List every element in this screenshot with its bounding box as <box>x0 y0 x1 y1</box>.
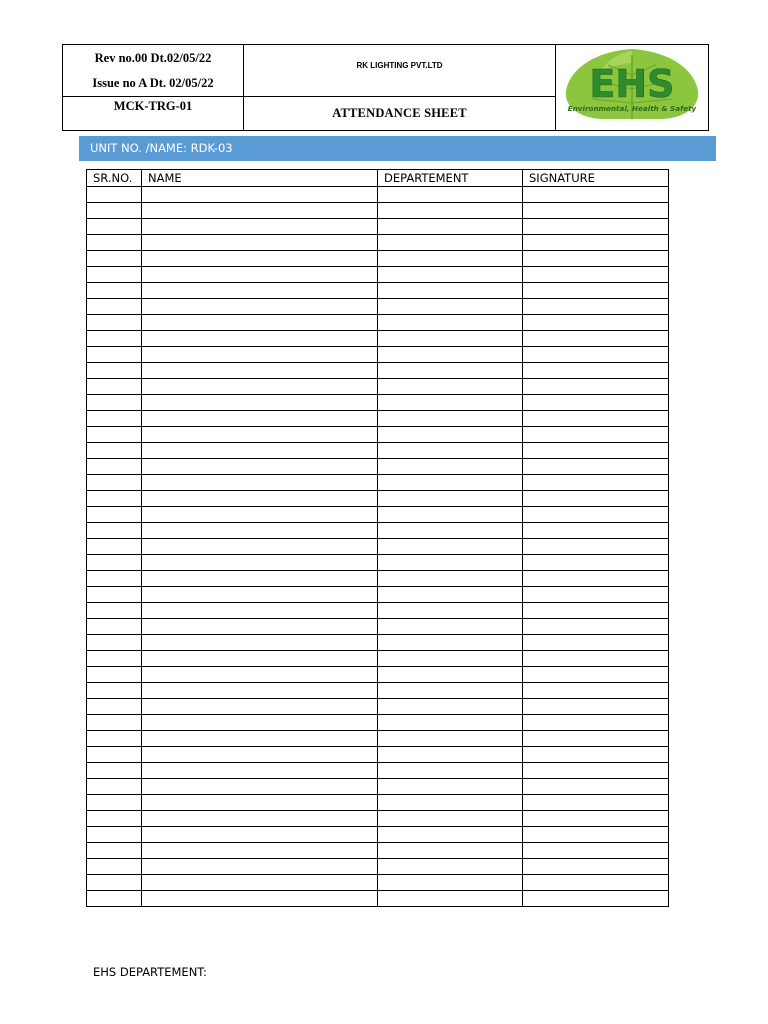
table-row <box>87 683 669 699</box>
table-row <box>87 667 669 683</box>
name-cell[interactable] <box>142 875 378 891</box>
attendance-table <box>86 169 669 907</box>
name-cell[interactable] <box>142 827 378 843</box>
name-cell[interactable] <box>142 635 378 651</box>
department-cell[interactable] <box>378 683 523 699</box>
srno-cell[interactable] <box>87 219 142 235</box>
srno-cell[interactable] <box>87 395 142 411</box>
table-row <box>87 251 669 267</box>
name-cell[interactable] <box>142 219 378 235</box>
department-cell[interactable] <box>378 891 523 907</box>
srno-cell[interactable] <box>87 859 142 875</box>
name-cell[interactable] <box>142 267 378 283</box>
table-row <box>87 315 669 331</box>
srno-cell[interactable] <box>87 779 142 795</box>
department-cell[interactable] <box>378 203 523 219</box>
name-cell[interactable] <box>142 235 378 251</box>
srno-cell[interactable] <box>87 651 142 667</box>
department-cell[interactable] <box>378 555 523 571</box>
table-row <box>87 203 669 219</box>
table-row <box>87 267 669 283</box>
table-row <box>87 715 669 731</box>
department-cell[interactable] <box>378 763 523 779</box>
table-row <box>87 635 669 651</box>
signature-cell[interactable] <box>523 267 669 283</box>
name-cell[interactable] <box>142 523 378 539</box>
name-cell[interactable] <box>142 715 378 731</box>
signature-cell[interactable] <box>523 555 669 571</box>
srno-cell[interactable] <box>87 539 142 555</box>
table-row <box>87 299 669 315</box>
table-header-row <box>87 170 669 187</box>
name-cell[interactable] <box>142 795 378 811</box>
department-cell[interactable] <box>378 475 523 491</box>
name-cell[interactable] <box>142 587 378 603</box>
signature-cell[interactable] <box>523 507 669 523</box>
leaf-logo-icon <box>558 45 706 125</box>
srno-cell[interactable] <box>87 443 142 459</box>
department-cell[interactable] <box>378 443 523 459</box>
signature-cell[interactable] <box>523 299 669 315</box>
signature-cell[interactable] <box>523 843 669 859</box>
srno-cell[interactable] <box>87 603 142 619</box>
department-cell[interactable] <box>378 875 523 891</box>
department-cell[interactable] <box>378 411 523 427</box>
signature-cell[interactable] <box>523 683 669 699</box>
table-row <box>87 235 669 251</box>
signature-cell[interactable] <box>523 859 669 875</box>
signature-cell[interactable] <box>523 475 669 491</box>
signature-cell[interactable] <box>523 539 669 555</box>
name-cell[interactable] <box>142 891 378 907</box>
name-cell[interactable] <box>142 331 378 347</box>
srno-cell[interactable] <box>87 795 142 811</box>
name-cell[interactable] <box>142 395 378 411</box>
department-cell[interactable] <box>378 427 523 443</box>
srno-cell[interactable] <box>87 699 142 715</box>
unit-name-bar: UNIT NO. /NAME: RDK-03 <box>79 136 716 161</box>
name-cell[interactable] <box>142 763 378 779</box>
srno-cell[interactable] <box>87 187 142 203</box>
table-row <box>87 827 669 843</box>
srno-cell[interactable] <box>87 411 142 427</box>
srno-cell[interactable] <box>87 315 142 331</box>
department-cell[interactable] <box>378 491 523 507</box>
srno-cell[interactable] <box>87 475 142 491</box>
name-cell[interactable] <box>142 507 378 523</box>
srno-cell[interactable] <box>87 683 142 699</box>
name-cell[interactable] <box>142 555 378 571</box>
srno-cell[interactable] <box>87 203 142 219</box>
signature-cell[interactable] <box>523 523 669 539</box>
department-cell[interactable] <box>378 219 523 235</box>
signature-cell[interactable] <box>523 203 669 219</box>
column-header-srno: SR.NO. <box>87 170 142 187</box>
signature-cell[interactable] <box>523 251 669 267</box>
signature-cell[interactable] <box>523 235 669 251</box>
department-cell[interactable] <box>378 539 523 555</box>
signature-cell[interactable] <box>523 459 669 475</box>
name-cell[interactable] <box>142 731 378 747</box>
department-cell[interactable] <box>378 859 523 875</box>
department-cell[interactable] <box>378 315 523 331</box>
column-header-signature: SIGNATURE <box>523 170 669 187</box>
signature-cell[interactable] <box>523 331 669 347</box>
department-cell[interactable] <box>378 795 523 811</box>
table-row <box>87 843 669 859</box>
department-cell[interactable] <box>378 635 523 651</box>
page-title: ATTENDANCE SHEET <box>244 97 556 131</box>
srno-cell[interactable] <box>87 571 142 587</box>
srno-cell[interactable] <box>87 763 142 779</box>
signature-cell[interactable] <box>523 491 669 507</box>
table-row <box>87 731 669 747</box>
srno-cell[interactable] <box>87 843 142 859</box>
table-row <box>87 475 669 491</box>
srno-cell[interactable] <box>87 347 142 363</box>
srno-cell[interactable] <box>87 747 142 763</box>
table-row <box>87 459 669 475</box>
signature-cell[interactable] <box>523 715 669 731</box>
department-cell[interactable] <box>378 715 523 731</box>
signature-cell[interactable] <box>523 667 669 683</box>
department-cell[interactable] <box>378 587 523 603</box>
department-cell[interactable] <box>378 603 523 619</box>
table-row <box>87 795 669 811</box>
table-row <box>87 363 669 379</box>
srno-cell[interactable] <box>87 731 142 747</box>
name-cell[interactable] <box>142 603 378 619</box>
table-row <box>87 187 669 203</box>
table-row <box>87 331 669 347</box>
company-name: RK LIGHTING PVT.LTD <box>244 45 556 97</box>
name-cell[interactable] <box>142 363 378 379</box>
table-row <box>87 747 669 763</box>
name-cell[interactable] <box>142 187 378 203</box>
table-row <box>87 571 669 587</box>
column-header-department: DEPARTEMENT <box>378 170 523 187</box>
doc-code: MCK-TRG-01 <box>63 97 244 131</box>
name-cell[interactable] <box>142 779 378 795</box>
name-cell[interactable] <box>142 683 378 699</box>
department-cell[interactable] <box>378 779 523 795</box>
signature-cell[interactable] <box>523 875 669 891</box>
signature-cell[interactable] <box>523 811 669 827</box>
signature-cell[interactable] <box>523 315 669 331</box>
srno-cell[interactable] <box>87 267 142 283</box>
signature-cell[interactable] <box>523 411 669 427</box>
table-row <box>87 811 669 827</box>
signature-cell[interactable] <box>523 379 669 395</box>
name-cell[interactable] <box>142 475 378 491</box>
table-row <box>87 347 669 363</box>
table-row <box>87 379 669 395</box>
table-row <box>87 763 669 779</box>
ehs-logo-cell <box>556 45 709 131</box>
signature-cell[interactable] <box>523 427 669 443</box>
department-cell[interactable] <box>378 619 523 635</box>
signature-cell[interactable] <box>523 795 669 811</box>
name-cell[interactable] <box>142 283 378 299</box>
table-row <box>87 603 669 619</box>
department-cell[interactable] <box>378 667 523 683</box>
table-row <box>87 619 669 635</box>
srno-cell[interactable] <box>87 619 142 635</box>
table-row <box>87 891 669 907</box>
revision-cell <box>63 45 244 97</box>
department-cell[interactable] <box>378 235 523 251</box>
signature-cell[interactable] <box>523 699 669 715</box>
table-row <box>87 587 669 603</box>
signature-cell[interactable] <box>523 571 669 587</box>
srno-cell[interactable] <box>87 555 142 571</box>
name-cell[interactable] <box>142 699 378 715</box>
table-row <box>87 427 669 443</box>
signature-cell[interactable] <box>523 747 669 763</box>
department-cell[interactable] <box>378 267 523 283</box>
signature-cell[interactable] <box>523 283 669 299</box>
document-header <box>62 44 709 131</box>
department-cell[interactable] <box>378 731 523 747</box>
srno-cell[interactable] <box>87 331 142 347</box>
name-cell[interactable] <box>142 491 378 507</box>
department-cell[interactable] <box>378 651 523 667</box>
department-cell[interactable] <box>378 747 523 763</box>
revision-number: Rev no.00 Dt.02/05/22 <box>94 50 212 65</box>
name-cell[interactable] <box>142 459 378 475</box>
srno-cell[interactable] <box>87 507 142 523</box>
logo-text: EHS <box>589 62 675 106</box>
name-cell[interactable] <box>142 843 378 859</box>
department-cell[interactable] <box>378 571 523 587</box>
name-cell[interactable] <box>142 619 378 635</box>
name-cell[interactable] <box>142 379 378 395</box>
name-cell[interactable] <box>142 411 378 427</box>
name-cell[interactable] <box>142 427 378 443</box>
table-row <box>87 699 669 715</box>
signature-cell[interactable] <box>523 587 669 603</box>
department-cell[interactable] <box>378 507 523 523</box>
issue-number: Issue no A Dt. 02/05/22 <box>92 75 214 90</box>
signature-cell[interactable] <box>523 779 669 795</box>
name-cell[interactable] <box>142 315 378 331</box>
signature-cell[interactable] <box>523 347 669 363</box>
srno-cell[interactable] <box>87 875 142 891</box>
department-cell[interactable] <box>378 843 523 859</box>
table-row <box>87 491 669 507</box>
department-cell[interactable] <box>378 347 523 363</box>
srno-cell[interactable] <box>87 587 142 603</box>
signature-cell[interactable] <box>523 395 669 411</box>
department-cell[interactable] <box>378 299 523 315</box>
signature-cell[interactable] <box>523 443 669 459</box>
srno-cell[interactable] <box>87 283 142 299</box>
table-row <box>87 219 669 235</box>
srno-cell[interactable] <box>87 635 142 651</box>
department-cell[interactable] <box>378 459 523 475</box>
table-row <box>87 507 669 523</box>
name-cell[interactable] <box>142 571 378 587</box>
signature-cell[interactable] <box>523 651 669 667</box>
name-cell[interactable] <box>142 747 378 763</box>
name-cell[interactable] <box>142 203 378 219</box>
department-cell[interactable] <box>378 523 523 539</box>
department-cell[interactable] <box>378 699 523 715</box>
srno-cell[interactable] <box>87 379 142 395</box>
table-row <box>87 443 669 459</box>
srno-cell[interactable] <box>87 427 142 443</box>
department-cell[interactable] <box>378 363 523 379</box>
department-cell[interactable] <box>378 331 523 347</box>
table-row <box>87 523 669 539</box>
department-cell[interactable] <box>378 395 523 411</box>
srno-cell[interactable] <box>87 667 142 683</box>
signature-cell[interactable] <box>523 363 669 379</box>
srno-cell[interactable] <box>87 299 142 315</box>
name-cell[interactable] <box>142 859 378 875</box>
signature-cell[interactable] <box>523 187 669 203</box>
name-cell[interactable] <box>142 251 378 267</box>
name-cell[interactable] <box>142 443 378 459</box>
name-cell[interactable] <box>142 651 378 667</box>
signature-cell[interactable] <box>523 827 669 843</box>
signature-cell[interactable] <box>523 619 669 635</box>
table-row <box>87 395 669 411</box>
name-cell[interactable] <box>142 347 378 363</box>
table-row <box>87 779 669 795</box>
ehs-department-label: EHS DEPARTEMENT: <box>93 965 207 979</box>
department-cell[interactable] <box>378 827 523 843</box>
logo-tagline: Environmental, Health & Safety <box>567 104 697 113</box>
signature-cell[interactable] <box>523 763 669 779</box>
table-row <box>87 859 669 875</box>
name-cell[interactable] <box>142 299 378 315</box>
department-cell[interactable] <box>378 283 523 299</box>
signature-cell[interactable] <box>523 603 669 619</box>
signature-cell[interactable] <box>523 635 669 651</box>
table-row <box>87 411 669 427</box>
table-row <box>87 283 669 299</box>
srno-cell[interactable] <box>87 235 142 251</box>
signature-cell[interactable] <box>523 219 669 235</box>
srno-cell[interactable] <box>87 891 142 907</box>
signature-cell[interactable] <box>523 731 669 747</box>
srno-cell[interactable] <box>87 459 142 475</box>
srno-cell[interactable] <box>87 715 142 731</box>
table-row <box>87 539 669 555</box>
department-cell[interactable] <box>378 811 523 827</box>
srno-cell[interactable] <box>87 827 142 843</box>
name-cell[interactable] <box>142 539 378 555</box>
table-row <box>87 875 669 891</box>
attendance-rows <box>87 187 669 907</box>
srno-cell[interactable] <box>87 523 142 539</box>
table-row <box>87 555 669 571</box>
signature-cell[interactable] <box>523 891 669 907</box>
department-cell[interactable] <box>378 187 523 203</box>
srno-cell[interactable] <box>87 363 142 379</box>
name-cell[interactable] <box>142 811 378 827</box>
srno-cell[interactable] <box>87 811 142 827</box>
table-row <box>87 651 669 667</box>
department-cell[interactable] <box>378 379 523 395</box>
department-cell[interactable] <box>378 251 523 267</box>
srno-cell[interactable] <box>87 491 142 507</box>
column-header-name: NAME <box>142 170 378 187</box>
srno-cell[interactable] <box>87 251 142 267</box>
name-cell[interactable] <box>142 667 378 683</box>
